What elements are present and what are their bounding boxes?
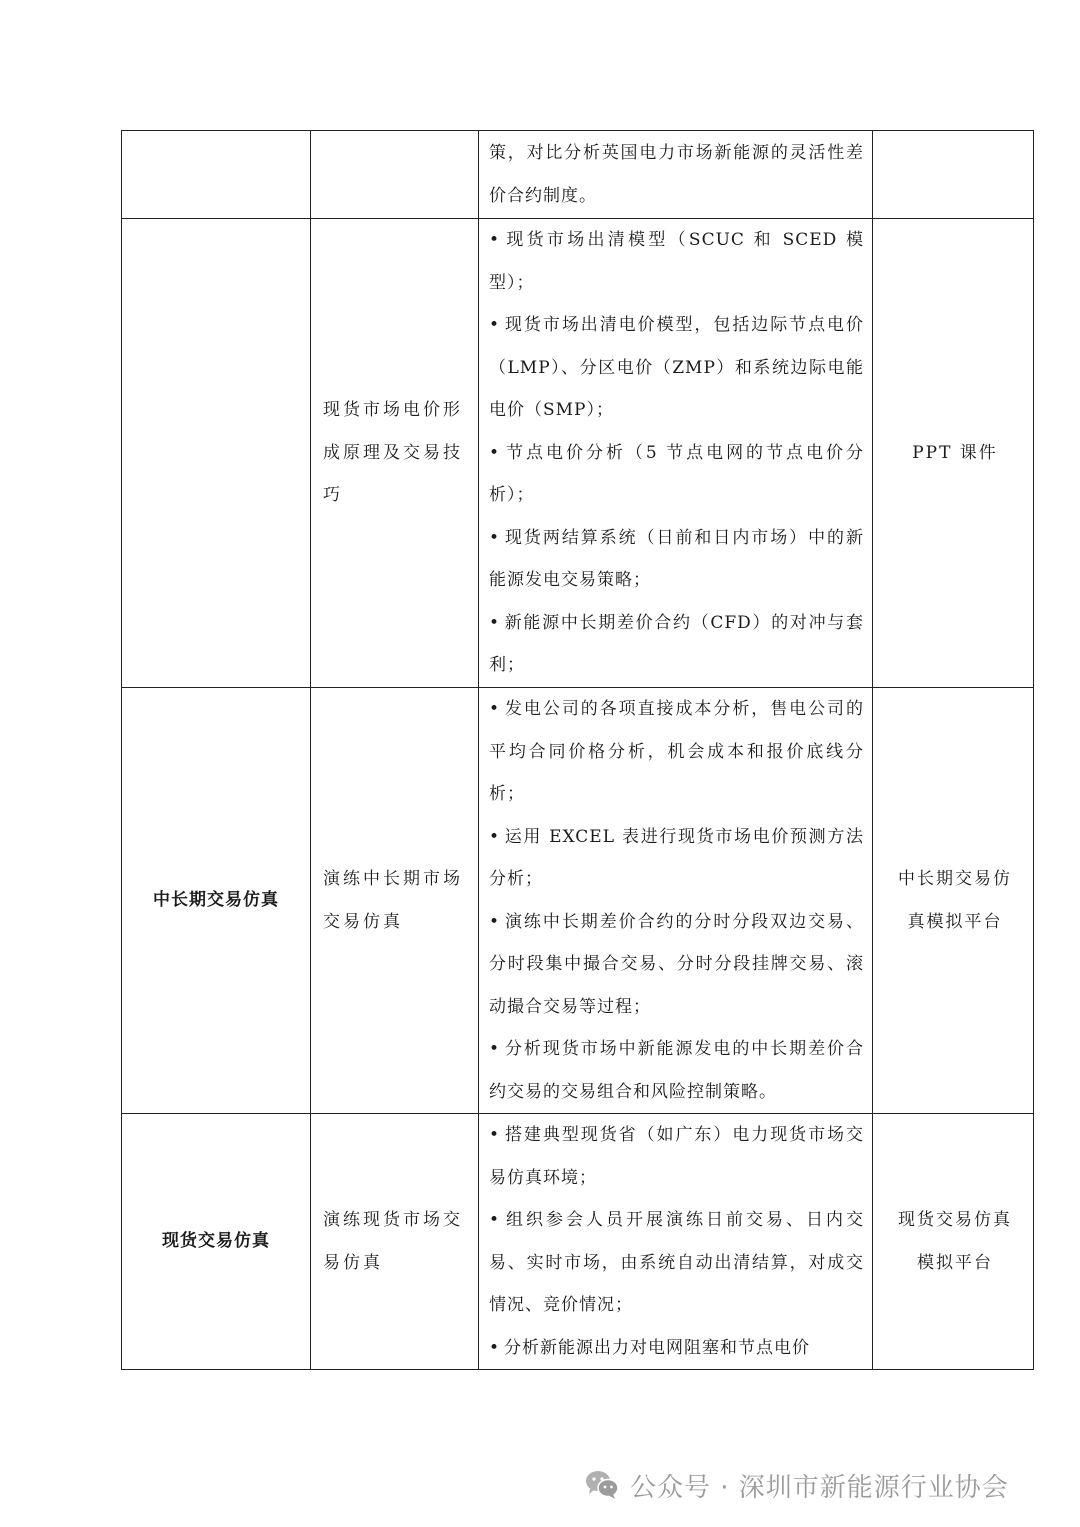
content-cell <box>479 688 873 1114</box>
bullet-icon: • <box>489 1210 501 1230</box>
table-row <box>122 688 1034 1114</box>
module-cell: 中长期交易仿真 <box>122 688 311 1114</box>
bullet-icon: • <box>489 527 501 548</box>
list-item: • 组织参会人员开展演练日前交易、日内交易、实时市场，由系统自动出清结算，对成交情况、竞价情况； <box>489 1210 864 1315</box>
bullet-icon: • <box>489 612 501 633</box>
bullet-icon: • <box>489 1337 501 1358</box>
list-item: • 现货市场出清电价模型，包括边际节点电价（LMP）、分区电价（ZMP）和系统边际电能电价（SMP）； <box>489 315 864 421</box>
bullet-icon: • <box>489 826 501 847</box>
resource-cell: 现货交易仿真模拟平台 <box>873 1114 1034 1370</box>
resource-cell <box>873 131 1034 219</box>
module-cell <box>122 131 311 219</box>
list-item: • 新能源中长期差价合约（CFD）的对冲与套利； <box>489 612 864 676</box>
bullet-icon: • <box>489 911 501 932</box>
list-item: • 节点电价分析（5 节点电网的节点电价分析）； <box>489 442 864 506</box>
list-item: • 搭建典型现货省（如广东）电力现货市场交易仿真环境； <box>489 1125 864 1188</box>
list-item: • 演练中长期差价合约的分时分段双边交易、分时段集中撮合交易、分时分段挂牌交易、滚动撮合交易等过程； <box>489 911 864 1017</box>
list-item: • 分析新能源出力对电网阻塞和节点电价 <box>489 1337 811 1358</box>
course-table <box>121 130 1034 1370</box>
resource-cell: PPT 课件 <box>873 219 1034 688</box>
topic-cell: 演练现货市场交易仿真 <box>311 1114 479 1370</box>
bullet-icon: • <box>489 699 501 719</box>
list-item: • 现货两结算系统（日前和日内市场）中的新能源发电交易策略； <box>489 527 864 591</box>
list-item: • 发电公司的各项直接成本分析，售电公司的平均合同价格分析，机会成本和报价底线分析； <box>489 699 864 804</box>
list-item: • 分析现货市场中新能源发电的中长期差价合约交易的交易组合和风险控制策略。 <box>489 1039 864 1102</box>
content-cell <box>479 1114 873 1370</box>
topic-cell: 演练中长期市场交易仿真 <box>311 688 479 1114</box>
content-cell <box>479 219 873 688</box>
topic-cell <box>311 131 479 219</box>
resource-cell: 中长期交易仿真模拟平台 <box>873 688 1034 1114</box>
watermark-text: 公众号 · 深圳市新能源行业协会 <box>630 1472 1009 1503</box>
bullet-icon: • <box>489 1125 501 1145</box>
list-item: • 现货市场出清模型（SCUC 和 SCED 模型）； <box>489 230 864 293</box>
table-row <box>122 1114 1034 1370</box>
bullet-icon: • <box>489 1039 501 1059</box>
content-cell <box>479 131 873 219</box>
content-text: 策，对比分析英国电力市场新能源的灵活性差价合约制度。 <box>489 143 864 206</box>
bullet-icon: • <box>489 442 501 463</box>
watermark <box>584 1465 1009 1505</box>
wechat-icon <box>584 1469 620 1501</box>
module-cell <box>122 219 311 688</box>
module-cell: 现货交易仿真 <box>122 1114 311 1370</box>
bullet-icon: • <box>489 315 501 336</box>
list-item: • 运用 EXCEL 表进行现货市场电价预测方法分析； <box>489 826 864 889</box>
bullet-icon: • <box>489 230 501 251</box>
topic-cell: 现货市场电价形成原理及交易技巧 <box>311 219 479 688</box>
table-row <box>122 131 1034 219</box>
table-row <box>122 219 1034 688</box>
